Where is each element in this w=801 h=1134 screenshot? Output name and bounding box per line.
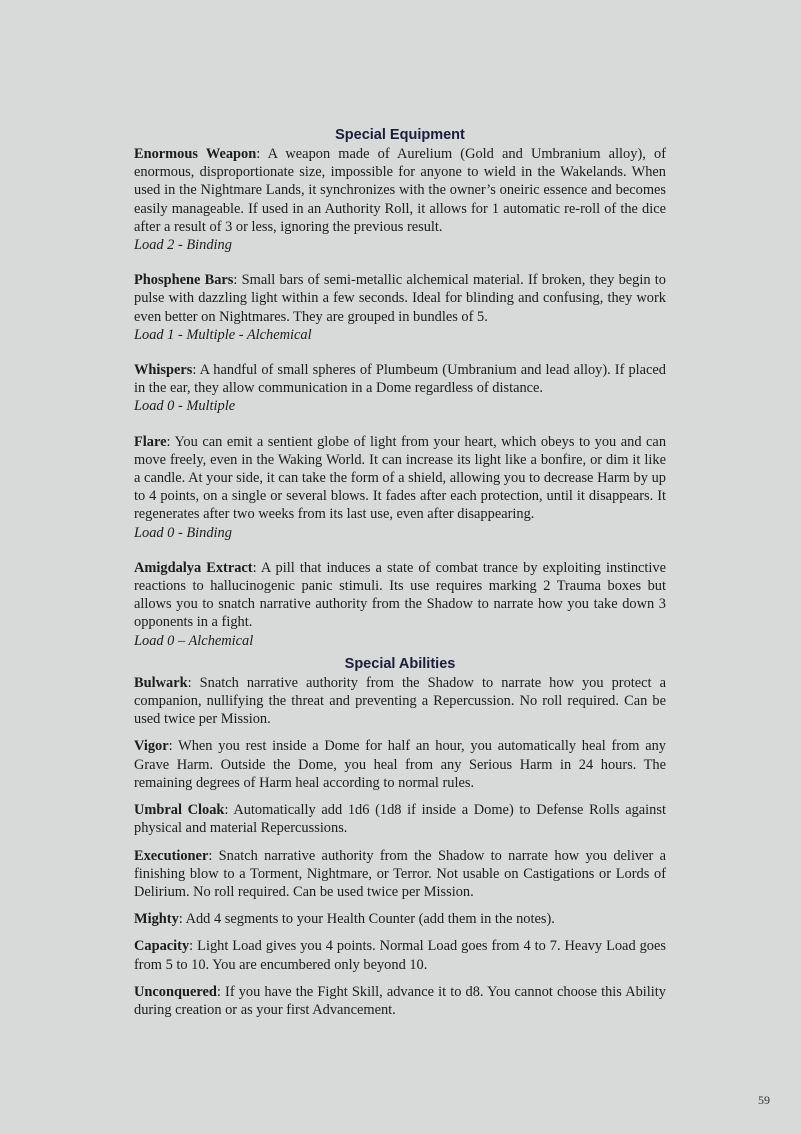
ability-description: Umbral Cloak: Automatically add 1d6 (1d8 if inside a Dome) to Defense Rolls against physical and material Repercussions. bbox=[134, 802, 666, 837]
equipment-tags: Load 0 - Multiple bbox=[134, 398, 236, 415]
equipment-item-flare bbox=[134, 433, 666, 542]
equipment-item-whispers bbox=[134, 361, 666, 416]
ability-name: Umbral Cloak bbox=[134, 802, 225, 819]
ability-umbral-cloak bbox=[134, 801, 666, 837]
ability-description: Mighty: Add 4 segments to your Health Counter (add them in the notes). bbox=[134, 911, 555, 928]
ability-description: Vigor: When you rest inside a Dome for half an hour, you automatically heal from any Grave Harm. Outside the Dome, you heal from any Serious Harm in 24 hours. The remaining degrees of Harm heal according to normal rules. bbox=[134, 738, 667, 791]
page-number: 59 bbox=[758, 1093, 770, 1107]
equipment-item-phosphene-bars bbox=[134, 271, 666, 344]
equipment-name: Whispers bbox=[134, 362, 193, 379]
ability-description: Executioner: Snatch narrative authority from the Shadow to narrate how you deliver a finishing blow to a Torment, Nightmare, or Terror. Not usable on Castigations or Lords of Delirium. No roll required. Can be used twice per Mission. bbox=[134, 847, 666, 900]
ability-description: Bulwark: Snatch narrative authority from the Shadow to narrate how you protect a companion, nullifying the threat and preventing a Repercussion. No roll required. Can be used twice per Mission. bbox=[134, 674, 666, 728]
equipment-name: Amigdalya Extract bbox=[134, 559, 253, 576]
ability-name: Vigor bbox=[134, 738, 169, 755]
equipment-tags: Load 0 – Alchemical bbox=[134, 632, 254, 649]
ability-name: Unconquered bbox=[134, 983, 217, 1000]
ability-name: Bulwark bbox=[134, 674, 188, 691]
equipment-tags: Load 2 - Binding bbox=[134, 237, 232, 254]
equipment-tags: Load 0 - Binding bbox=[134, 524, 232, 541]
ability-description: Capacity: Light Load gives you 4 points. Normal Load goes from 4 to 7. Heavy Load goes from 5 to 10. You are encumbered only beyond 10. bbox=[134, 938, 666, 973]
equipment-description: Enormous Weapon: A weapon made of Aurelium (Gold and Umbranium alloy), of enormous, disproportionate size, impossible for anyone to wield in the Wakelands. When used in the Nightmare Lands, it synchronizes with the owner’s oneiric essence and becomes easily manageable. If used in an Authority Roll, it allows for 1 automatic re-roll of the dice after a result of 3 or less, ignoring the previous result. bbox=[134, 146, 666, 235]
equipment-item-enormous-weapon bbox=[134, 145, 666, 254]
equipment-name: Flare bbox=[134, 433, 167, 450]
ability-mighty bbox=[134, 910, 666, 928]
ability-unconquered bbox=[134, 983, 666, 1019]
ability-vigor bbox=[134, 737, 666, 792]
equipment-tags: Load 1 - Multiple - Alchemical bbox=[134, 326, 312, 343]
ability-name: Mighty bbox=[134, 911, 179, 928]
page-content bbox=[134, 125, 666, 1028]
equipment-name: Enormous Weapon bbox=[134, 146, 257, 162]
equipment-description: Flare: You can emit a sentient globe of light from your heart, which obeys to you and can move freely, even in the Waking World. It can increase its light like a bonfire, or dim it like a candle. At your side, it can take the form of a shield, allowing you to decrease Harm by up to 4 points, on a single or several blows. It fades after each protection, until it disappears. It regenerates after two weeks from its last use, even after disappearing. bbox=[134, 433, 667, 523]
equipment-description: Phosphene Bars: Small bars of semi-metallic alchemical material. If broken, they begin to pulse with dazzling light within a few seconds. Ideal for blinding and confusing, they work even better on Nightmares. They are grouped in bundles of 5. bbox=[134, 272, 666, 325]
ability-bulwark bbox=[134, 674, 666, 729]
equipment-name: Phosphene Bars bbox=[134, 272, 234, 289]
equipment-description: Whispers: A handful of small spheres of Plumbeum (Umbranium and lead alloy). If placed in the ear, they allow communication in a Dome regardless of distance. bbox=[134, 362, 666, 397]
equipment-item-amigdalya-extract bbox=[134, 559, 666, 650]
ability-executioner bbox=[134, 847, 666, 902]
ability-description: Unconquered: If you have the Fight Skill, advance it to d8. You cannot choose this Ability during creation or as your first Advancement. bbox=[134, 983, 666, 1018]
ability-name: Capacity bbox=[134, 938, 190, 955]
special-abilities-heading: Special Abilities bbox=[344, 655, 456, 672]
equipment-description: Amigdalya Extract: A pill that induces a state of combat trance by exploiting instinctive reactions to hallucinogenic panic stimuli. Its use requires marking 2 Trauma boxes but allows you to snatch narrative authority from the Shadow to narrate how you take down 3 opponents in a fight. bbox=[134, 559, 666, 631]
special-equipment-heading: Special Equipment bbox=[335, 127, 465, 143]
ability-capacity bbox=[134, 937, 666, 973]
ability-name: Executioner bbox=[134, 847, 209, 864]
